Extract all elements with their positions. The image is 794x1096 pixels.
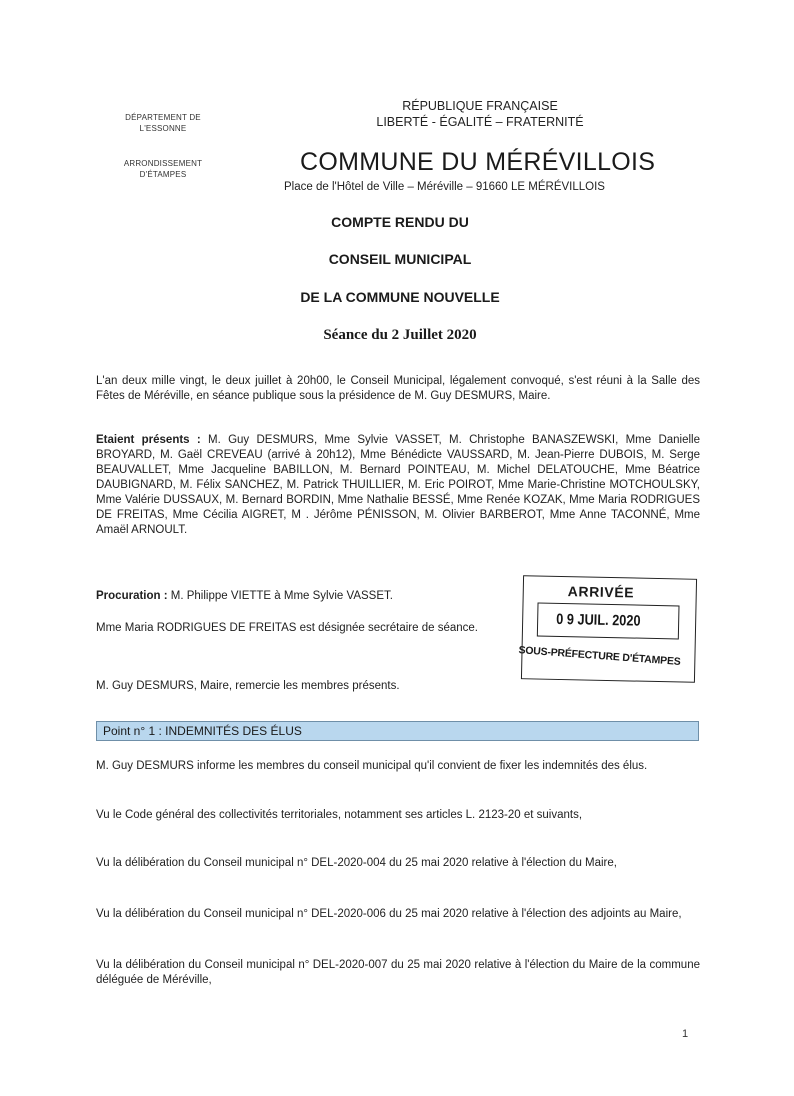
procuration-paragraph [96, 589, 516, 604]
point-1-header: Point n° 1 : INDEMNITÉS DES ÉLUS [96, 721, 699, 741]
secretaire-paragraph: Mme Maria RODRIGUES DE FREITAS est désignée secrétaire de séance. [96, 622, 478, 634]
departement-label: DÉPARTEMENT DE L'ESSONNE [125, 113, 201, 133]
presents-paragraph [96, 433, 700, 538]
point-1-paragraph-2: Vu le Code général des collectivités territoriales, notamment ses articles L. 2123-20 et suivants, [96, 809, 583, 821]
republique-label: RÉPUBLIQUE FRANÇAISE [402, 99, 558, 113]
point-1-paragraph-5: Vu la délibération du Conseil municipal n° DEL-2020-007 du 25 mai 2020 relative à l'élection du Maire de la commune déléguée de Méréville, [96, 959, 700, 986]
point-1-paragraph-1: M. Guy DESMURS informe les membres du conseil municipal qu'il convient de fixer les indemnités des élus. [96, 760, 648, 772]
arrondissement-label: ARRONDISSEMENT D'ÉTAMPES [123, 159, 203, 179]
intro-paragraph: L'an deux mille vingt, le deux juillet à 20h00, le Conseil Municipal, légalement convoqué, s'est réuni à la Salle des Fêtes de Méréville, en séance publique sous la présidence de M. Guy DESMURS, Maire. [96, 375, 700, 402]
commune-title: COMMUNE DU MÉRÉVILLOIS [300, 148, 656, 176]
seance-date: Séance du 2 Juillet 2020 [323, 327, 477, 343]
stamp-prefecture: SOUS-PRÉFECTURE D'ÉTAMPES [518, 644, 681, 668]
page-number: 1 [682, 1028, 689, 1040]
devise-label: LIBERTÉ - ÉGALITÉ – FRATERNITÉ [376, 115, 584, 129]
stamp-title: ARRIVÉE [567, 583, 635, 601]
point-1-paragraph-4: Vu la délibération du Conseil municipal n° DEL-2020-006 du 25 mai 2020 relative à l'élection des adjoints au Maire, [96, 908, 682, 920]
title-commune-nouvelle: DE LA COMMUNE NOUVELLE [300, 289, 500, 305]
commune-address: Place de l'Hôtel de Ville – Méréville – 91660 LE MÉRÉVILLOIS [284, 181, 605, 193]
procuration-label: Procuration : [96, 590, 168, 602]
title-compte-rendu: COMPTE RENDU DU [331, 214, 469, 230]
stamp-date-box [537, 602, 680, 639]
procuration-text: M. Philippe VIETTE à Mme Sylvie VASSET. [170, 590, 393, 602]
presents-label: Etaient présents : [96, 434, 201, 446]
stamp-date: 0 9 JUIL. 2020 [556, 610, 641, 630]
remercie-paragraph: M. Guy DESMURS, Maire, remercie les membres présents. [96, 680, 400, 692]
point-1-paragraph-3: Vu la délibération du Conseil municipal n° DEL-2020-004 du 25 mai 2020 relative à l'élection du Maire, [96, 857, 617, 869]
arrivee-stamp [518, 575, 697, 683]
presents-list: M. Guy DESMURS, Mme Sylvie VASSET, M. Christophe BANASZEWSKI, Mme Danielle BROYARD, M. Gaël CREVEAU (arrivé à 20h12), Mme Bénédicte VAUSSARD, M. Jean-Pierre DUBOIS, M. Serge BEAUVALLET, Mme Jacqueline BABILLON, M. Bernard POINTEAU, M. Michel DELATOUCHE, Mme Béatrice DAUBIGNARD, M. Félix SANCHEZ, M. Patrick THUILLIER, M. Eric POIROT, Mme Marie-Christine MOTCHOULSKY, Mme Valérie DUSSAUX, M. Bernard BORDIN, Mme Nathalie BESSÉ, Mme Renée KOZAK, Mme Maria RODRIGUES DE FREITAS, Mme Cécilia AIGRET, M . Jérôme PÉNISSON, M. Olivier BARBEROT, Mme Anne TACONNÉ, Mme Amaël ARNOULT. [96, 434, 700, 536]
title-conseil-municipal: CONSEIL MUNICIPAL [328, 251, 472, 267]
